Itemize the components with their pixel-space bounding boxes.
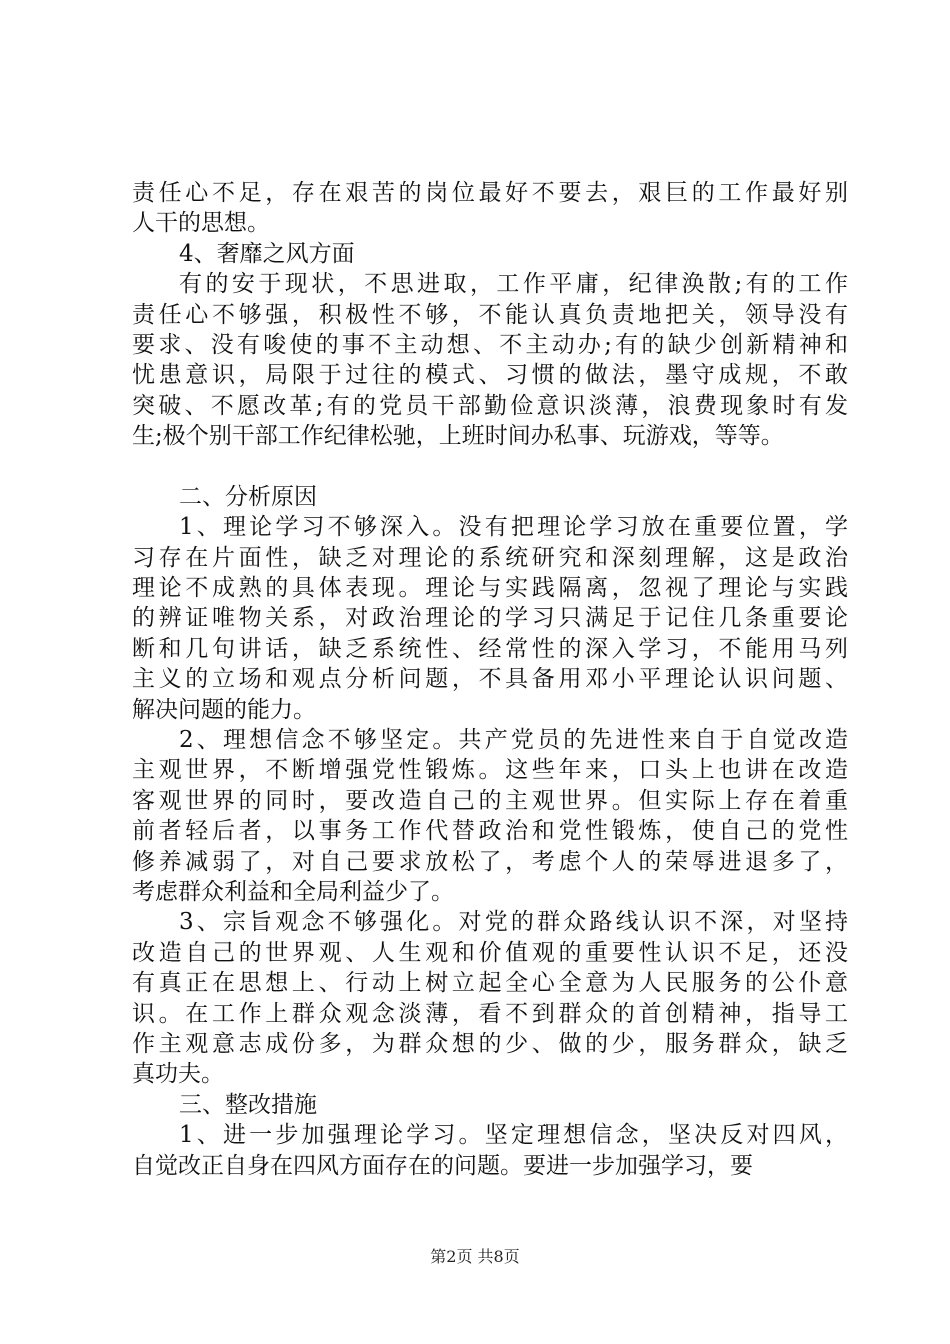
text-line: 自觉改正自身在四风方面存在的问题。要进一步加强学习，要 <box>132 1152 753 1179</box>
section-heading <box>132 239 848 269</box>
text-line: 2、理想信念不够坚定。共产党员的先进性来自于自觉改造 <box>179 727 848 754</box>
text-line: 主观世界，不断增强党性锻炼。这些年来，口头上也讲在改造 <box>132 757 848 784</box>
paragraph <box>132 1120 848 1181</box>
text-line: 人干的思想。 <box>132 210 270 237</box>
text-line: 二、分析原因 <box>179 483 317 510</box>
text-line: 有的安于现状，不思进取，工作平庸，纪律涣散;有的工作 <box>179 271 848 298</box>
text-line: 理论不成熟的具体表现。理论与实践隔离，忽视了理论与实践 <box>132 575 848 602</box>
text-line: 考虑群众利益和全局利益少了。 <box>132 878 454 905</box>
document-body <box>132 178 848 1181</box>
text-line: 修养减弱了，对自己要求放松了，考虑个人的荣辱进退多了， <box>132 848 848 875</box>
paragraph <box>132 512 848 725</box>
text-line: 1、进一步加强理论学习。坚定理想信念，坚决反对四风， <box>179 1122 848 1149</box>
text-line: 断和几句讲话，缺乏系统性、经常性的深入学习，不能用马列 <box>132 635 848 662</box>
text-line: 改造自己的世界观、人生观和价值观的重要性认识不足，还没 <box>132 939 848 966</box>
text-line: 的辨证唯物关系，对政治理论的学习只满足于记住几条重要论 <box>132 605 848 632</box>
paragraph <box>132 178 848 239</box>
text-line: 突破、不愿改革;有的党员干部勤俭意识淡薄，浪费现象时有发 <box>132 392 848 419</box>
text-line: 三、整改措施 <box>179 1091 317 1118</box>
text-line: 前者轻后者，以事务工作代替政治和党性锻炼，使自己的党性 <box>132 818 848 845</box>
text-line: 习存在片面性，缺乏对理论的系统研究和深刻理解，这是政治 <box>132 544 848 571</box>
text-line: 识。在工作上群众观念淡薄，看不到群众的首创精神，指导工 <box>132 1000 848 1027</box>
text-line: 客观世界的同时，要改造自己的主观世界。但实际上存在着重 <box>132 787 848 814</box>
section-heading <box>132 1090 848 1120</box>
text-line: 主义的立场和观点分析问题，不具备用邓小平理论认识问题、 <box>132 666 848 693</box>
text-line: 生;极个别干部工作纪律松驰，上班时间办私事、玩游戏，等等。 <box>132 423 784 450</box>
paragraph <box>132 269 848 451</box>
blank-line <box>132 452 848 482</box>
text-line: 责任心不够强，积极性不够，不能认真负责地把关，领导没有 <box>132 301 848 328</box>
text-line: 解决问题的能力。 <box>132 696 316 723</box>
text-line: 有真正在思想上、行动上树立起全心全意为人民服务的公仆意 <box>132 970 848 997</box>
text-line: 作主观意志成份多，为群众想的少、做的少，服务群众，缺乏 <box>132 1030 848 1057</box>
text-line: 要求、没有唆使的事不主动想、不主动办;有的缺少创新精神和 <box>132 331 848 358</box>
section-heading <box>132 482 848 512</box>
text-line: 1、理论学习不够深入。没有把理论学习放在重要位置，学 <box>179 514 848 541</box>
paragraph <box>132 725 848 907</box>
text-line: 责任心不足，存在艰苦的岗位最好不要去，艰巨的工作最好别 <box>132 180 848 206</box>
paragraph <box>132 907 848 1089</box>
text-line: 真功夫。 <box>132 1061 224 1088</box>
text-line: 4、奢靡之风方面 <box>179 240 355 267</box>
text-line: 3、宗旨观念不够强化。对党的群众路线认识不深，对坚持 <box>179 909 848 936</box>
text-line: 忧患意识，局限于过往的模式、习惯的做法，墨守成规，不敢 <box>132 362 848 389</box>
page-footer: 第2页 共8页 <box>430 1247 520 1266</box>
